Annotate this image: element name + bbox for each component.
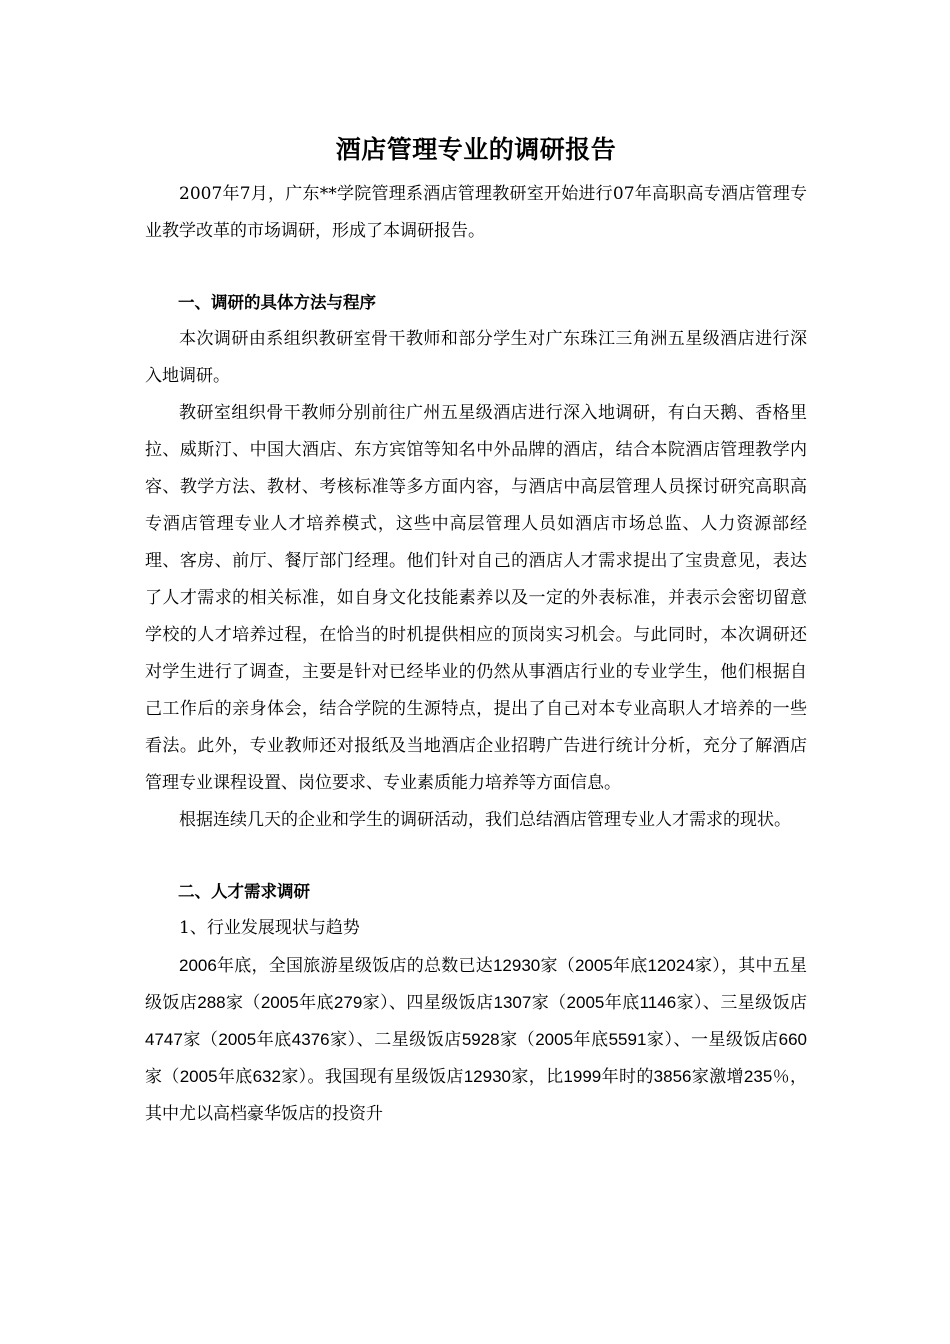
section-2-paragraph-1: 2006年底，全国旅游星级饭店的总数已达12930家（2005年底12024家），其中五星级饭店288家（2005年底279家）、四星级饭店1307家（2005年底1146家）、三星级饭店4747家（2005年底4376家）、二星级饭店5928家（2005年底5591家）、一星级饭店660家（2005年底632家）。我国现有星级饭店12930家，比1999年时的3856家激增235％，其中尤以高档豪华饭店的投资升 bbox=[145, 956, 807, 1123]
document-title: 酒店管理专业的调研报告 bbox=[335, 135, 617, 164]
section-1-heading: 一、调研的具体方法与程序 bbox=[178, 293, 376, 312]
section-1-paragraph-2: 教研室组织骨干教师分别前往广州五星级酒店进行深入地调研，有白天鹅、香格里拉、威斯汀、中国大酒店、东方宾馆等知名中外品牌的酒店，结合本院酒店管理教学内容、教学方法、教材、考核标准等多方面内容，与酒店中高层管理人员探讨研究高职高专酒店管理专业人才培养模式，这些中高层管理人员如酒店市场总监、人力资源部经理、客房、前厅、餐厅部门经理。他们针对自己的酒店人才需求提出了宝贵意见，表达了人才需求的相关标准，如自身文化技能素养以及一定的外表标准，并表示会密切留意学校的人才培养过程，在恰当的时机提供相应的顶岗实习机会。与此同时，本次调研还对学生进行了调查，主要是针对已经毕业的仍然从事酒店行业的专业学生，他们根据自己工作后的亲身体会，结合学院的生源特点，提出了自己对本专业高职人才培养的一些看法。此外，专业教师还对报纸及当地酒店企业招聘广告进行统计分析，充分了解酒店管理专业课程设置、岗位要求、专业素质能力培养等方面信息。 bbox=[145, 403, 807, 793]
section-2-subheading: 1、行业发展现状与趋势 bbox=[179, 918, 360, 938]
document-page bbox=[145, 128, 807, 1132]
section-1-paragraph-1: 本次调研由系组织教研室骨干教师和部分学生对广东珠江三角洲五星级酒店进行深入地调研。 bbox=[145, 329, 807, 386]
intro-paragraph: 2007年7月，广东**学院管理系酒店管理教研室开始进行07年高职高专酒店管理专业教学改革的市场调研，形成了本调研报告。 bbox=[145, 184, 807, 241]
section-2-heading: 二、人才需求调研 bbox=[178, 882, 310, 901]
section-1-paragraph-3: 根据连续几天的企业和学生的调研活动，我们总结酒店管理专业人才需求的现状。 bbox=[179, 810, 791, 830]
